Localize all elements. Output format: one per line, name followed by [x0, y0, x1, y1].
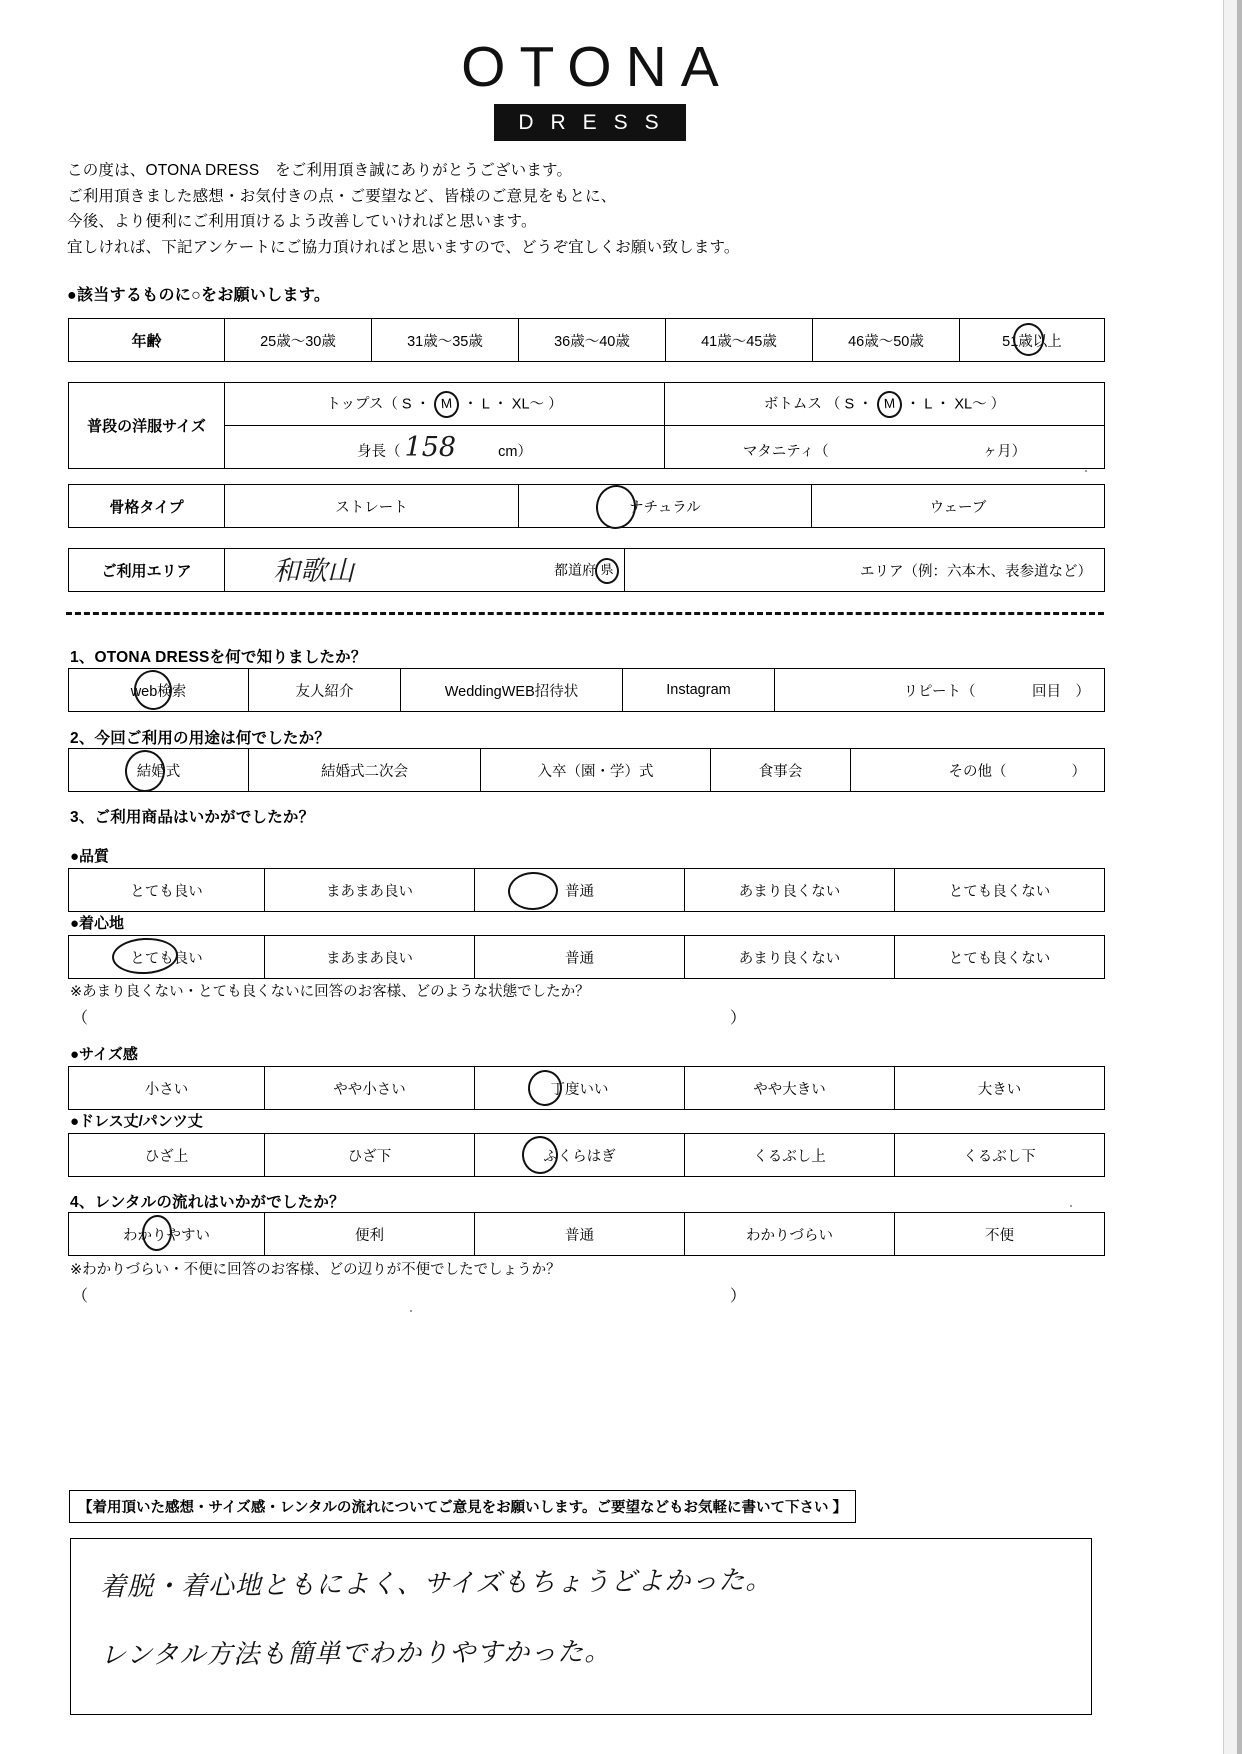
q4-table — [68, 1212, 1105, 1256]
table-row — [69, 1134, 1105, 1177]
tops-prefix: トップス（ S ・ — [326, 395, 435, 412]
bottoms-suffix: ・ L ・ XL〜 ） — [901, 395, 1006, 412]
frame-type-option-1[interactable]: ナチュラル — [519, 485, 812, 528]
q3-length-table — [68, 1133, 1105, 1177]
intro-line-2: ご利用頂きました感想・お気付きの点・ご要望など、皆様のご意見をもとに、 — [67, 187, 617, 205]
table-row — [69, 549, 1105, 592]
q3-comfort-option-4[interactable]: とても良くない — [895, 936, 1105, 979]
q4-answer-open: （ — [72, 1288, 89, 1305]
q3-quality-table — [68, 868, 1105, 912]
q4-option-1[interactable]: 便利 — [265, 1213, 475, 1256]
age-option-1[interactable]: 31歳〜35歳 — [372, 319, 519, 362]
table-row — [69, 383, 1105, 426]
q3-fit-option-4[interactable]: 大きい — [895, 1067, 1105, 1110]
height-unit: cm） — [498, 443, 532, 460]
q4-option-4[interactable]: 不便 — [895, 1213, 1105, 1256]
age-option-0[interactable]: 25歳〜30歳 — [225, 319, 372, 362]
table-row — [69, 1213, 1105, 1256]
q3-comfort-option-2[interactable]: 普通 — [475, 936, 685, 979]
q3-length-label: ●ドレス丈/パンツ丈 — [70, 1113, 203, 1130]
age-label: 年齢 — [69, 319, 225, 362]
scan-speck — [1070, 1205, 1072, 1207]
age-option-4[interactable]: 46歳〜50歳 — [813, 319, 960, 362]
q3-quality-option-4[interactable]: とても良くない — [895, 869, 1105, 912]
age-option-2[interactable]: 36歳〜40歳 — [519, 319, 666, 362]
free-comment-heading: 【着用頂いた感想・サイズ感・レンタルの流れについてご意見をお願いします。ご要望などもお気軽に書いて下さい 】 — [69, 1490, 856, 1523]
q3-fit-option-2[interactable]: 丁度いい — [475, 1067, 685, 1110]
q3-comfort-answer-open: （ — [72, 1010, 89, 1027]
intro-line-4: 宜しければ、下記アンケートにご協力頂ければと思いますので、どうぞ宜しくお願い致します。 — [67, 238, 740, 256]
q2-title: 2、今回ご利用の用途は何でしたか？ — [70, 730, 331, 747]
area-label: ご利用エリア — [69, 549, 225, 592]
table-row — [69, 936, 1105, 979]
circle-instruction: ●該当するものに○をお願いします。 — [67, 287, 331, 304]
q3-quality-option-3[interactable]: あまり良くない — [685, 869, 895, 912]
logo-dress-text: DRESS — [494, 104, 685, 141]
clothing-size-label: 普段の洋服サイズ — [69, 383, 225, 469]
q3-length-option-3[interactable]: くるぶし上 — [685, 1134, 895, 1177]
maternity-cell[interactable] — [665, 426, 1105, 469]
area-example-cell[interactable] — [625, 549, 1105, 592]
q1-title: 1、OTONA DRESSを何で知りましたか？ — [70, 649, 367, 666]
q3-length-option-2[interactable]: ふくらはぎ — [475, 1134, 685, 1177]
q3-comfort-option-1[interactable]: まあまあ良い — [265, 936, 475, 979]
q3-fit-option-1[interactable]: やや小さい — [265, 1067, 475, 1110]
q3-quality-option-2[interactable]: 普通 — [475, 869, 685, 912]
bottoms-prefix: ボトムス （ S ・ — [763, 395, 877, 412]
area-table — [68, 548, 1105, 592]
q3-title: 3、ご利用商品はいかがでしたか？ — [70, 809, 315, 826]
q2-other-label: その他（ — [948, 763, 1007, 780]
tops-selected-size: M — [433, 390, 459, 418]
section-divider — [66, 612, 1104, 615]
scan-speck — [1085, 470, 1087, 472]
frame-type-option-0[interactable]: ストレート — [225, 485, 519, 528]
intro-line-3: 今後、より便利にご利用頂けるよう改善していければと思います。 — [67, 213, 537, 230]
frame-type-option-2[interactable]: ウェーブ — [812, 485, 1105, 528]
q4-note: ※わかりづらい・不便に回答のお客様、どの辺りが不便でしたでしょうか？ — [70, 1262, 561, 1278]
intro-paragraph — [67, 158, 740, 260]
q4-title: 4、レンタルの流れはいかがでしたか？ — [70, 1194, 345, 1211]
q3-quality-option-0[interactable]: とても良い — [69, 869, 265, 912]
area-example-label: エリア（例：六本木、表参道など） — [860, 564, 1092, 580]
area-handwritten-value: 和歌山 — [273, 556, 354, 587]
tops-suffix: ・ L ・ XL〜 ） — [459, 395, 563, 412]
q1-option-4[interactable] — [775, 669, 1105, 712]
table-row — [69, 749, 1105, 792]
area-value-cell[interactable] — [225, 549, 625, 592]
scan-edge-dark — [1237, 0, 1242, 1754]
q3-fit-option-0[interactable]: 小さい — [69, 1067, 265, 1110]
q2-option-2[interactable]: 入卒（園・学）式 — [481, 749, 711, 792]
height-cell[interactable] — [225, 426, 665, 469]
intro-line-1: この度は、OTONA DRESS をご利用頂き誠にありがとうございます。 — [67, 162, 573, 179]
height-label: 身長（ — [357, 443, 401, 460]
maternity-unit: ヶ月） — [982, 443, 1027, 460]
q4-option-2[interactable]: 普通 — [475, 1213, 685, 1256]
maternity-label: マタニティ（ — [742, 443, 829, 460]
q1-option-1[interactable]: 友人紹介 — [249, 669, 401, 712]
q3-quality-label: ●品質 — [70, 848, 110, 865]
q2-table — [68, 748, 1105, 792]
logo-otona-text: OTONA — [461, 35, 733, 99]
q3-length-option-1[interactable]: ひざ下 — [265, 1134, 475, 1177]
q3-quality-option-1[interactable]: まあまあ良い — [265, 869, 475, 912]
q1-option-3[interactable]: Instagram — [623, 669, 775, 712]
q3-length-option-0[interactable]: ひざ上 — [69, 1134, 265, 1177]
q2-other-close: ） — [1071, 764, 1086, 780]
q3-comfort-note: ※あまり良くない・とても良くないに回答のお客様、どのような状態でしたか？ — [70, 984, 590, 1000]
q3-comfort-answer-close: ） — [730, 1010, 747, 1027]
q4-option-0[interactable]: わかりやすい — [69, 1213, 265, 1256]
q3-fit-label: ●サイズ感 — [70, 1046, 138, 1063]
q2-option-4[interactable] — [851, 749, 1105, 792]
q3-comfort-option-0[interactable]: とても良い — [69, 936, 265, 979]
brand-logo — [0, 35, 1180, 141]
table-row — [69, 869, 1105, 912]
q3-length-option-4[interactable]: くるぶし下 — [895, 1134, 1105, 1177]
age-option-3[interactable]: 41歳〜45歳 — [666, 319, 813, 362]
height-value: 158 — [404, 431, 457, 463]
q1-repeat-label: リピート（ — [903, 683, 976, 700]
prefecture-selected: 県 — [594, 557, 619, 584]
q1-repeat-count-label: 回目 ） — [1032, 684, 1090, 700]
prefecture-label: 都道府 — [554, 562, 596, 578]
q2-option-1[interactable]: 結婚式二次会 — [249, 749, 481, 792]
table-row — [69, 669, 1105, 712]
q3-comfort-label: ●着心地 — [70, 915, 125, 932]
frame-type-label: 骨格タイプ — [69, 485, 225, 528]
clothing-size-table — [68, 382, 1105, 469]
frame-type-table — [68, 484, 1105, 528]
bottoms-selected-size: M — [876, 390, 902, 418]
q1-table — [68, 668, 1105, 712]
q2-option-3[interactable]: 食事会 — [711, 749, 851, 792]
table-row — [69, 319, 1105, 362]
q3-fit-table — [68, 1066, 1105, 1110]
table-row — [69, 485, 1105, 528]
q4-answer-close: ） — [730, 1288, 747, 1305]
q1-option-2[interactable]: WeddingWEB招待状 — [401, 669, 623, 712]
q3-comfort-table — [68, 935, 1105, 979]
q3-comfort-option-3[interactable]: あまり良くない — [685, 936, 895, 979]
free-comment-line-2: レンタル方法も簡単でわかりやすかった。 — [99, 1637, 612, 1671]
q4-option-3[interactable]: わかりづらい — [685, 1213, 895, 1256]
age-option-5[interactable]: 51歳以上 — [960, 319, 1105, 362]
table-row — [69, 1067, 1105, 1110]
scan-speck — [410, 1310, 412, 1312]
q2-option-0[interactable]: 結婚式 — [69, 749, 249, 792]
q3-fit-option-3[interactable]: やや大きい — [685, 1067, 895, 1110]
tops-size-cell[interactable] — [225, 383, 665, 426]
table-row — [69, 426, 1105, 469]
bottoms-size-cell[interactable] — [665, 383, 1105, 426]
free-comment-line-1: 着脱・着心地ともによく、サイズもちょうどよかった。 — [99, 1565, 773, 1603]
q1-option-0[interactable]: web検索 — [69, 669, 249, 712]
age-table — [68, 318, 1105, 362]
